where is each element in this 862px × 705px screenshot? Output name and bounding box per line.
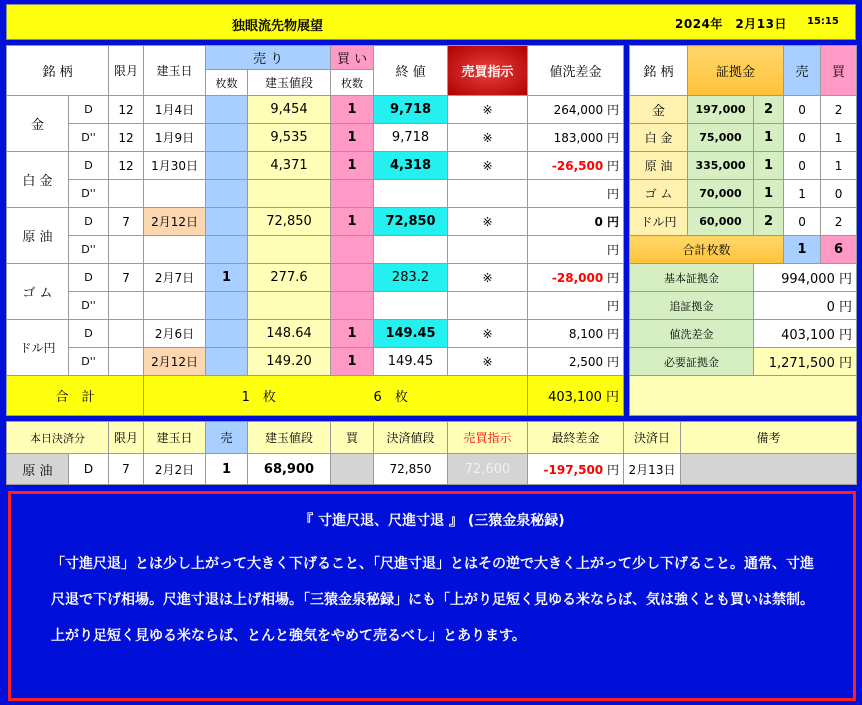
summary-label: 値洗差金: [630, 320, 754, 348]
row-name-gold: 金: [7, 96, 69, 152]
summary-unit: 円: [839, 300, 853, 315]
row-month: [109, 236, 144, 264]
row-sell-qty: [206, 348, 248, 376]
row-date: 1月9日: [144, 124, 206, 152]
row-sell-qty: [206, 236, 248, 264]
commentary-box: [8, 491, 856, 701]
summary-value: 403,100: [781, 328, 835, 343]
col-header-tateday: 建玉日: [144, 46, 206, 96]
row-diff: 8,100: [568, 327, 604, 341]
row-signal: [448, 292, 528, 320]
summary-unit: 円: [839, 328, 853, 343]
row-close: 149.45: [374, 320, 448, 348]
settle-header: 限月: [109, 422, 144, 454]
row-name-usdjpy: ドル円: [7, 320, 69, 376]
table-row: [7, 236, 624, 264]
row-close: 283.2: [374, 264, 448, 292]
margin-table: [629, 45, 857, 416]
table-row: [7, 96, 624, 124]
row-buy-qty: 1: [331, 208, 374, 236]
side-total-sell: 1: [784, 236, 821, 264]
side-row-buy: 2: [821, 208, 857, 236]
row-unit: 円: [607, 159, 620, 173]
row-month: [109, 180, 144, 208]
side-header-buy: 買: [821, 46, 857, 96]
summary-row: [630, 264, 857, 292]
row-tate-price: 9,535: [248, 124, 331, 152]
table-row: [7, 180, 624, 208]
settlement-table: [6, 421, 857, 485]
side-row-buy: 2: [821, 96, 857, 124]
row-buy-qty: 1: [331, 152, 374, 180]
row-date: 2月12日: [144, 348, 206, 376]
side-header-sell: 売: [784, 46, 821, 96]
row-sell-qty: [206, 208, 248, 236]
settle-header: 売買指示: [448, 422, 528, 454]
row-date: 2月7日: [144, 264, 206, 292]
total-buy-unit: 枚: [394, 390, 408, 405]
side-row: [630, 208, 857, 236]
side-row-buy: 1: [821, 152, 857, 180]
side-row-name: 白 金: [630, 124, 688, 152]
row-month: [109, 320, 144, 348]
settle-buy: [331, 454, 374, 485]
row-buy-qty: 1: [331, 348, 374, 376]
row-buy-qty: [331, 292, 374, 320]
table-row: [7, 152, 624, 180]
side-row-buy: 0: [821, 180, 857, 208]
row-month: 7: [109, 208, 144, 236]
summary-unit: 円: [839, 356, 853, 371]
total-diff: 403,100: [548, 390, 602, 405]
positions-table: [6, 45, 624, 416]
summary-value: 1,271,500: [768, 356, 835, 371]
row-name-crude: 原 油: [7, 208, 69, 264]
row-close: 9,718: [374, 124, 448, 152]
settle-name: 原 油: [7, 454, 69, 485]
settle-header: 本日決済分: [7, 422, 109, 454]
row-signal: ※: [448, 152, 528, 180]
row-buy-qty: [331, 236, 374, 264]
row-date: [144, 236, 206, 264]
side-row-sell: 0: [784, 152, 821, 180]
side-total-row: [630, 236, 857, 264]
side-row-margin: 75,000: [688, 124, 754, 152]
row-signal: ※: [448, 348, 528, 376]
table-row: [7, 208, 624, 236]
settle-price: 68,900: [248, 454, 331, 485]
settle-header: 決済値段: [374, 422, 448, 454]
row-sell-qty: 1: [206, 264, 248, 292]
row-type: D: [69, 264, 109, 292]
col-header-tate-price: 建玉値段: [248, 70, 331, 96]
summary-value: 0: [826, 300, 835, 315]
row-tate-price: [248, 292, 331, 320]
row-buy-qty: 1: [331, 320, 374, 348]
header-bar: [6, 4, 856, 40]
side-row-sell: 0: [784, 208, 821, 236]
summary-value: 994,000: [781, 272, 835, 287]
col-header-close: 終 値: [374, 46, 448, 96]
side-row: [630, 152, 857, 180]
col-header-buy-qty: 枚数: [331, 70, 374, 96]
row-tate-price: 9,454: [248, 96, 331, 124]
row-signal: ※: [448, 320, 528, 348]
side-spacer: [630, 376, 857, 416]
side-header-margin: 証拠金: [688, 46, 784, 96]
side-row-qty: 2: [754, 208, 784, 236]
col-header-genmonth: 限月: [109, 46, 144, 96]
row-date: [144, 292, 206, 320]
row-type: D: [69, 152, 109, 180]
settle-month: 7: [109, 454, 144, 485]
row-close: [374, 292, 448, 320]
row-signal: [448, 236, 528, 264]
row-type: D'': [69, 292, 109, 320]
row-type: D'': [69, 236, 109, 264]
row-type: D: [69, 96, 109, 124]
side-row-sell: 0: [784, 96, 821, 124]
settle-header: 備考: [681, 422, 857, 454]
page-title: 独眼流先物展望: [232, 19, 324, 34]
total-sell: 1: [241, 390, 250, 405]
summary-label: 必要証拠金: [630, 348, 754, 376]
row-sell-qty: [206, 96, 248, 124]
side-header-meigara: 銘 柄: [630, 46, 688, 96]
row-diff: -26,500: [551, 159, 604, 173]
row-close: 72,850: [374, 208, 448, 236]
row-name-rubber: ゴ ム: [7, 264, 69, 320]
row-signal: ※: [448, 264, 528, 292]
row-diff: 183,000: [553, 131, 604, 145]
settle-sell: 1: [206, 454, 248, 485]
row-sell-qty: [206, 124, 248, 152]
row-date: [144, 180, 206, 208]
side-row-qty: 1: [754, 180, 784, 208]
row-signal: [448, 180, 528, 208]
row-tate-price: 4,371: [248, 152, 331, 180]
settle-settle-date: 2月13日: [624, 454, 681, 485]
row-tate-price: [248, 236, 331, 264]
row-tate-price: 148.64: [248, 320, 331, 348]
side-row-margin: 60,000: [688, 208, 754, 236]
table-row: [7, 348, 624, 376]
settle-close: 72,850: [374, 454, 448, 485]
row-buy-qty: 1: [331, 124, 374, 152]
row-type: D'': [69, 124, 109, 152]
row-buy-qty: 1: [331, 96, 374, 124]
header-time: 15:15: [807, 16, 839, 27]
table-row: [7, 124, 624, 152]
row-tate-price: 277.6: [248, 264, 331, 292]
row-unit: 円: [607, 187, 620, 201]
row-diff: 0: [594, 215, 603, 229]
row-unit: 円: [607, 215, 620, 229]
row-close: 4,318: [374, 152, 448, 180]
row-date: 1月30日: [144, 152, 206, 180]
row-date: 1月4日: [144, 96, 206, 124]
col-header-buy: 買 い: [331, 46, 374, 70]
summary-label: 追証拠金: [630, 292, 754, 320]
side-row-name: 原 油: [630, 152, 688, 180]
row-month: 12: [109, 124, 144, 152]
row-sell-qty: [206, 292, 248, 320]
row-close: 9,718: [374, 96, 448, 124]
side-row-name: ゴ ム: [630, 180, 688, 208]
settle-note: [681, 454, 857, 485]
side-row: [630, 96, 857, 124]
total-row: [7, 376, 624, 416]
row-sell-qty: [206, 152, 248, 180]
summary-row: [630, 292, 857, 320]
settle-row: [7, 454, 857, 485]
col-header-diff: 値洗差金: [528, 46, 624, 96]
side-row-margin: 70,000: [688, 180, 754, 208]
side-row-margin: 335,000: [688, 152, 754, 180]
header-date: 2024年 2月13日: [675, 17, 787, 31]
side-row-qty: 1: [754, 124, 784, 152]
side-row-buy: 1: [821, 124, 857, 152]
side-row: [630, 180, 857, 208]
settle-unit: 円: [606, 462, 619, 477]
side-row-qty: 2: [754, 96, 784, 124]
row-diff: 2,500: [568, 355, 604, 369]
col-header-sell-qty: 枚数: [206, 70, 248, 96]
col-header-trade-signal: 売買指示: [448, 46, 528, 96]
row-signal: ※: [448, 124, 528, 152]
side-row: [630, 124, 857, 152]
row-month: 12: [109, 152, 144, 180]
row-unit: 円: [607, 355, 620, 369]
settle-header: 売: [206, 422, 248, 454]
side-row-name: ドル円: [630, 208, 688, 236]
row-close: [374, 236, 448, 264]
row-unit: 円: [607, 131, 620, 145]
total-buy: 6: [373, 390, 382, 405]
col-header-meigara: 銘 柄: [7, 46, 109, 96]
row-diff: 264,000: [553, 103, 604, 117]
settle-header: 建玉値段: [248, 422, 331, 454]
settle-header: 建玉日: [144, 422, 206, 454]
row-buy-qty: [331, 264, 374, 292]
side-total-buy: 6: [821, 236, 857, 264]
total-unit: 円: [606, 390, 620, 405]
row-unit: 円: [607, 271, 620, 285]
row-unit: 円: [607, 243, 620, 257]
row-date: 2月12日: [144, 208, 206, 236]
row-signal: ※: [448, 96, 528, 124]
commentary-body: 「寸進尺退」とは少し上がって大きく下げること、「尺進寸退」とはその逆で大きく上がって少し下げること。通常、寸進尺退で下げ相場。尺進寸退は上げ相場。「三猿金泉秘録」にも「上がり足短く見ゆる米ならば、気は強くとも買いは禁制。上がり足短く見ゆる米ならば、とんと強気をやめて売るべし」とあります。: [51, 556, 814, 644]
row-tate-price: 149.20: [248, 348, 331, 376]
settle-diff: -197,500: [543, 462, 604, 477]
row-type: D'': [69, 180, 109, 208]
summary-unit: 円: [839, 272, 853, 287]
total-label: 合 計: [7, 376, 144, 416]
table-row: [7, 292, 624, 320]
table-row: [7, 264, 624, 292]
table-row: [7, 320, 624, 348]
side-row-sell: 0: [784, 124, 821, 152]
commentary-heading: 『 寸進尺退、尺進寸退 』 (三猿金泉秘録): [299, 513, 565, 529]
settle-header: 決済日: [624, 422, 681, 454]
side-row-qty: 1: [754, 152, 784, 180]
summary-label: 基本証拠金: [630, 264, 754, 292]
row-type: D'': [69, 348, 109, 376]
row-month: [109, 348, 144, 376]
settle-header: 最終差金: [528, 422, 624, 454]
row-name-platinum: 白 金: [7, 152, 69, 208]
settle-date: 2月2日: [144, 454, 206, 485]
summary-row: [630, 320, 857, 348]
row-signal: ※: [448, 208, 528, 236]
row-type: D: [69, 208, 109, 236]
row-sell-qty: [206, 180, 248, 208]
row-diff: -28,000: [551, 271, 604, 285]
col-header-sell: 売 り: [206, 46, 331, 70]
settle-type: D: [69, 454, 109, 485]
row-close: [374, 180, 448, 208]
row-buy-qty: [331, 180, 374, 208]
row-month: 7: [109, 264, 144, 292]
side-row-margin: 197,000: [688, 96, 754, 124]
settle-header: 買: [331, 422, 374, 454]
row-date: 2月6日: [144, 320, 206, 348]
row-type: D: [69, 320, 109, 348]
side-row-sell: 1: [784, 180, 821, 208]
total-sell-unit: 枚: [262, 390, 276, 405]
row-tate-price: [248, 180, 331, 208]
row-tate-price: 72,850: [248, 208, 331, 236]
row-month: 12: [109, 96, 144, 124]
row-unit: 円: [607, 327, 620, 341]
side-total-label: 合計枚数: [630, 236, 784, 264]
row-close: 149.45: [374, 348, 448, 376]
row-unit: 円: [607, 299, 620, 313]
settle-signal: 72,600: [448, 454, 528, 485]
row-sell-qty: [206, 320, 248, 348]
side-row-name: 金: [630, 96, 688, 124]
row-unit: 円: [607, 103, 620, 117]
row-month: [109, 292, 144, 320]
summary-row: [630, 348, 857, 376]
